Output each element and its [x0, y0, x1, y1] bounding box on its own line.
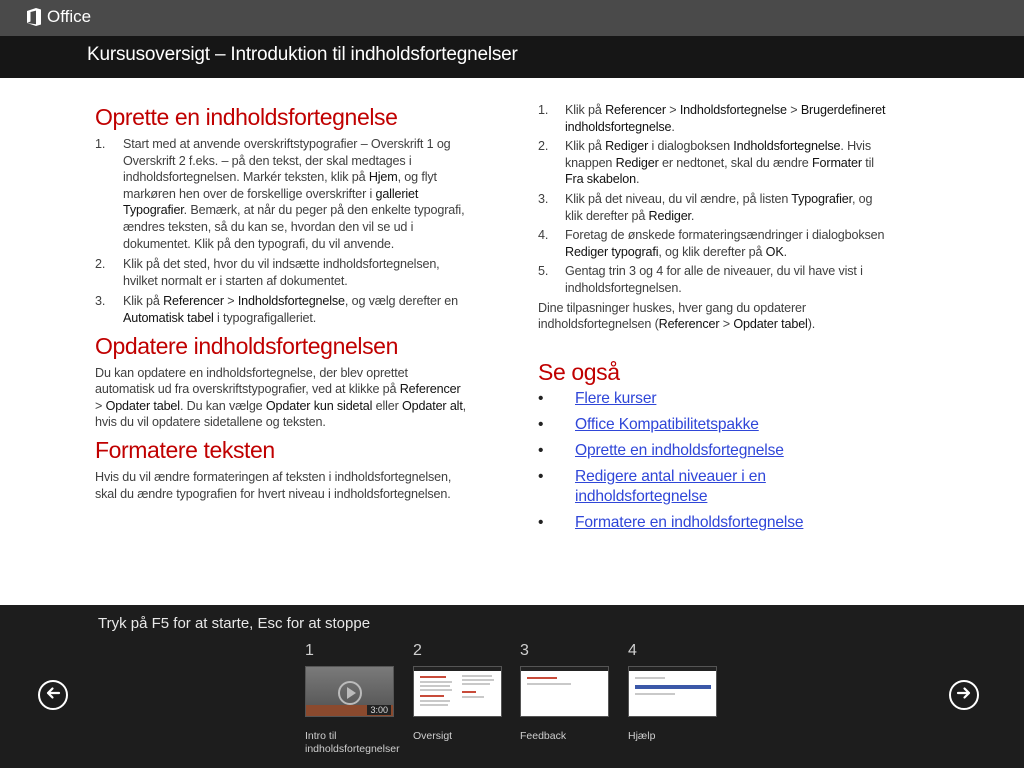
step-number: 2.: [95, 257, 106, 272]
ui-term: galleriet Typografier: [123, 186, 419, 218]
step-text: Klik på det niveau, du vil ændre, på listen Typografier, og klik derefter på Rediger.: [565, 191, 873, 223]
create-step: [95, 136, 467, 252]
bullet: •: [538, 389, 544, 407]
office-logo-icon: [26, 7, 42, 27]
customize-note: Dine tilpasninger huskes, hver gang du opdaterer indholdsfortegnelsen (Referencer > Opdater tabel).: [538, 300, 816, 332]
thumbnail-number: 1: [305, 642, 314, 659]
ui-term: Referencer: [658, 317, 720, 332]
step-number: 5.: [538, 264, 549, 279]
ui-term: Rediger: [615, 155, 659, 170]
step-number: 1.: [95, 137, 106, 151]
ui-term: Indholdsfortegnelse: [733, 139, 841, 154]
bullet: •: [538, 513, 544, 531]
step-text: Klik på det sted, hvor du vil indsætte indholdsfortegnelsen, hvilket normalt er i starten af dokumentet.: [123, 257, 440, 288]
customize-steps: [538, 102, 888, 297]
see-also-item: [538, 513, 888, 533]
ui-term: Brugerdefineret indholdsfortegnelse: [565, 103, 886, 134]
ui-term: Indholdsfortegnelse: [237, 294, 345, 309]
create-step: [95, 293, 467, 326]
step-text: Start med at anvende overskriftstypografier – Overskrift 1 og Overskrift 2 f.eks. – på den tekst, der skal medtages i indholdsfortegnelsen. Markér teksten, klik på Hjem, og flyt markøren hen over de forskellige overskrifter i galleriet Typografier. Bemærk, at når du peger på den enkelte typografi, ændres teksten, så du kan se, hvordan den vil se ud i dokumentet. Klik på den typografi, du vil anvende.: [123, 137, 465, 251]
step-text: Klik på Rediger i dialogboksen Indholdsfortegnelse. Hvis knappen Rediger er nedtonet, skal du ændre Formater til Fra skabelon.: [565, 139, 874, 187]
title-bar: [0, 36, 1024, 78]
see-also-item: [538, 389, 888, 409]
step-number: 3.: [95, 294, 106, 309]
ui-term: Typografier: [791, 191, 852, 206]
thumbnail-2[interactable]: [413, 642, 503, 743]
ui-term: Opdater alt: [402, 398, 463, 413]
format-text: Hvis du vil ændre formateringen af teksten i indholdsfortegnelsen, skal du ændre typografien for hvert niveau i indholdsfortegnelsen.: [95, 469, 452, 501]
step-number: 1.: [538, 103, 549, 117]
ui-term: Referencer: [163, 294, 224, 309]
thumbnail-label: Feedback: [520, 730, 567, 742]
thumbnail-number: 4: [628, 642, 637, 659]
ui-term: Opdater tabel: [733, 317, 808, 332]
arrow-left-circle-icon: [44, 684, 62, 707]
step-text: Gentag trin 3 og 4 for alle de niveauer, du vil have vist i indholdsfortegnelsen.: [565, 264, 863, 295]
office-logo[interactable]: [26, 7, 91, 27]
link-compat-pack[interactable]: Office Kompatibilitetspakke: [575, 415, 759, 433]
footer-panel: [0, 605, 1024, 768]
step-text: Klik på Referencer > Indholdsfortegnelse, og vælg derefter en Automatisk tabel i typografigalleriet.: [123, 294, 458, 325]
ui-term: Referencer: [399, 382, 461, 397]
previous-button[interactable]: [38, 680, 68, 710]
bullet: •: [538, 441, 544, 459]
step-number: 4.: [538, 228, 549, 243]
customize-step: [538, 263, 888, 296]
heading-format: Formatere teksten: [95, 436, 275, 463]
thumbnail-label: Intro til indholdsfortegnelser: [305, 730, 400, 755]
heading-update: Opdatere indholdsfortegnelsen: [95, 332, 398, 359]
step-text: Klik på Referencer > Indholdsfortegnelse > Brugerdefineret indholdsfortegnelse.: [565, 103, 886, 134]
link-create-toc[interactable]: Oprette en indholdsfortegnelse: [575, 441, 784, 459]
link-edit-levels[interactable]: Redigere antal niveauer i en indholdsfortegnelse: [575, 467, 766, 505]
thumbnail-image: [628, 666, 717, 717]
ui-term: OK: [765, 244, 784, 259]
thumbnail-label: Hjælp: [628, 730, 656, 742]
thumbnail-image: [305, 666, 394, 717]
play-icon: [338, 681, 362, 705]
right-column: [538, 102, 888, 539]
customize-step: [538, 138, 888, 188]
bullet: •: [538, 415, 544, 433]
thumbnail-number: 2: [413, 642, 422, 659]
thumbnail-image: [520, 666, 609, 717]
see-also: [538, 359, 888, 533]
ui-term: Referencer: [605, 103, 666, 117]
update-text: Du kan opdatere en indholdsfortegnelse, der blev oprettet automatisk ud fra overskriftstypografier, ved at klikke på Referencer > Opdater tabel. Du kan vælge Opdater kun sidetal eller Opdater alt, hvis du vil opdatere sidetallene og teksten.: [95, 365, 467, 430]
page-title: Kursusoversigt – Introduktion til indholdsfortegnelser: [87, 44, 518, 65]
see-also-item: [538, 441, 888, 461]
heading-see-also: Se også: [538, 358, 620, 385]
create-steps: [95, 136, 467, 327]
ui-term: Automatisk tabel: [123, 310, 214, 325]
thumbnail-4[interactable]: [628, 642, 718, 743]
thumbnail-1[interactable]: [305, 642, 400, 756]
ui-term: Rediger: [648, 208, 691, 223]
thumbnail-label: Oversigt: [413, 730, 453, 742]
see-also-item: [538, 415, 888, 435]
step-number: 2.: [538, 139, 549, 154]
slideshow-hint: Tryk på F5 for at starte, Esc for at stoppe: [98, 615, 371, 632]
create-step: [95, 256, 467, 289]
ui-term: Rediger typografi: [565, 244, 659, 259]
customize-step: [538, 191, 888, 224]
next-button[interactable]: [949, 680, 979, 710]
ui-term: Indholdsfortegnelse: [679, 103, 787, 117]
see-also-item: [538, 467, 888, 507]
thumbnail-image: [413, 666, 502, 717]
customize-step: [538, 102, 888, 135]
ui-term: Hjem: [368, 170, 398, 185]
top-bar: [0, 0, 1024, 36]
bullet: •: [538, 467, 544, 485]
ui-term: Opdater tabel: [105, 398, 180, 413]
ui-term: Opdater kun sidetal: [265, 398, 373, 413]
office-logo-text: Office: [47, 7, 92, 26]
heading-create: Oprette en indholdsfortegnelse: [95, 104, 398, 130]
see-also-list: [538, 389, 888, 533]
video-duration: 3:00: [367, 705, 391, 715]
arrow-right-circle-icon: [955, 684, 973, 707]
ui-term: Formater: [812, 155, 862, 170]
thumbnail-3[interactable]: [520, 642, 610, 743]
step-text: Foretag de ønskede formateringsændringer i dialogboksen Rediger typografi, og klik derefter på OK.: [565, 228, 885, 259]
customize-step: [538, 227, 888, 260]
left-column: [95, 104, 467, 502]
main-content: [0, 78, 1024, 605]
thumbnail-number: 3: [520, 642, 529, 659]
link-more-courses[interactable]: Flere kurser: [575, 389, 657, 407]
step-number: 3.: [538, 191, 549, 206]
link-format-toc[interactable]: Formatere en indholdsfortegnelse: [575, 513, 804, 531]
ui-term: Rediger: [605, 139, 649, 154]
ui-term: Fra skabelon: [565, 172, 637, 187]
